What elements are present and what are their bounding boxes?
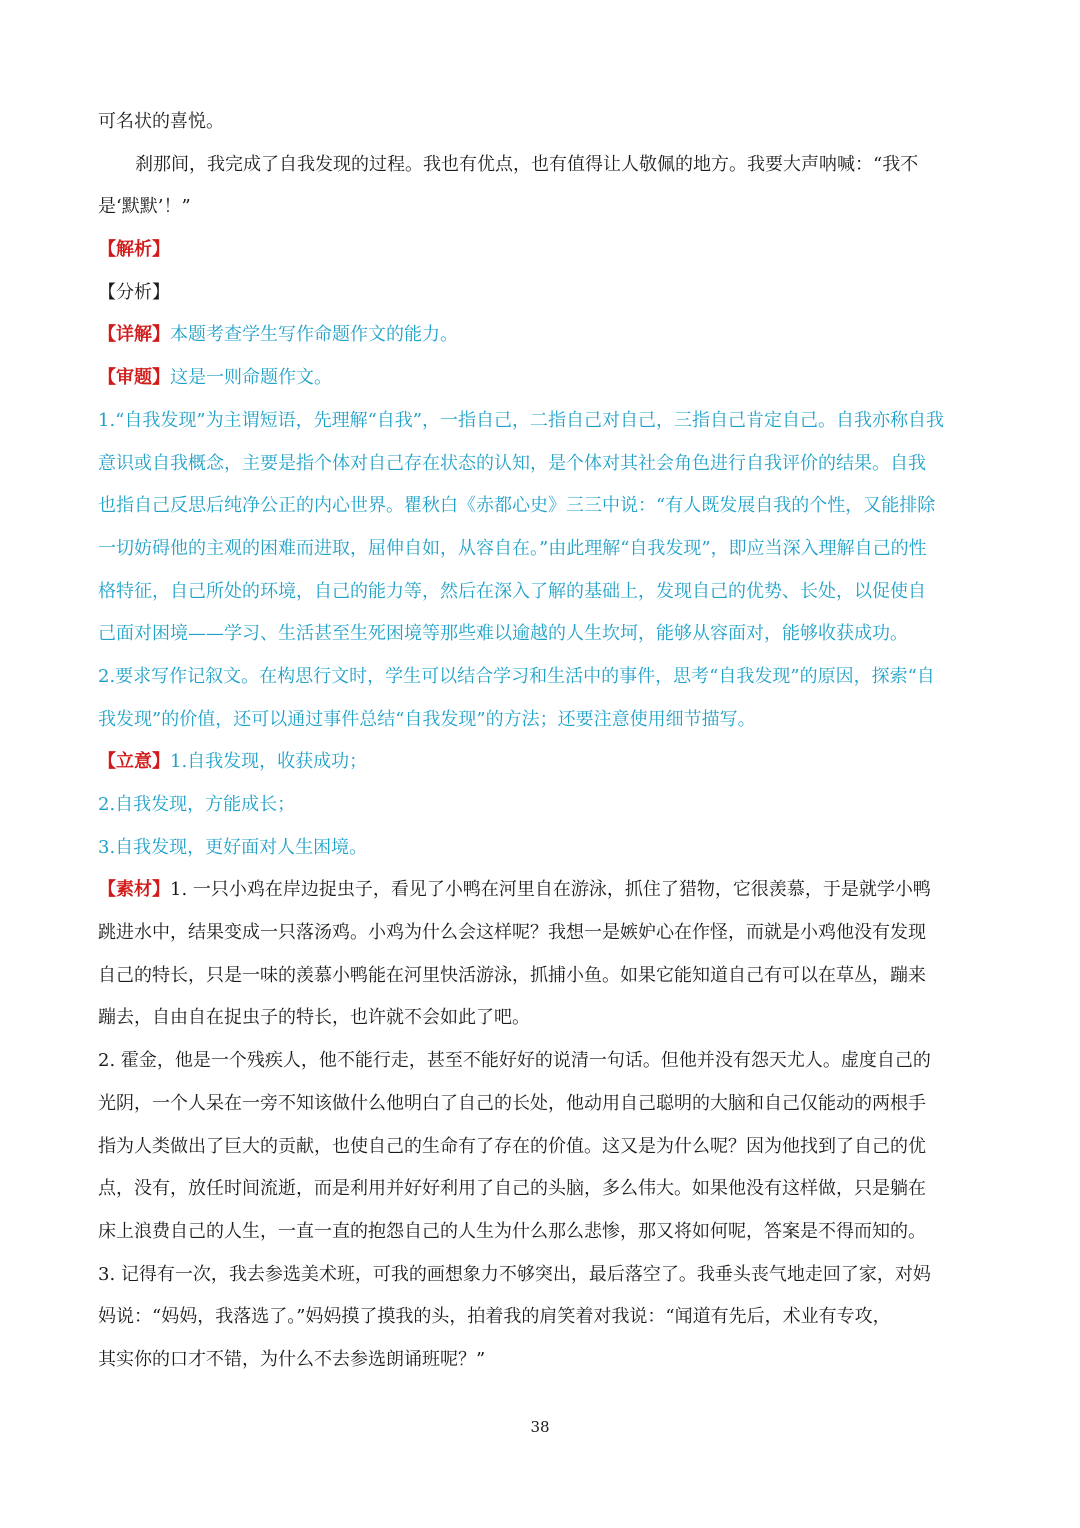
- liyi-item: 1.自我发现，收获成功；: [170, 751, 368, 773]
- shenti-label: 【审题】: [98, 367, 170, 389]
- sucai-2-line: 床上浪费自己的人生，一直一直的抱怨自己的人生为什么那么悲惨，那又将如何呢，答案是不得而知的。: [98, 1220, 926, 1242]
- sucai-line: [98, 869, 983, 912]
- liyi-item: 2.自我发现，方能成长；: [98, 794, 296, 815]
- jiexi-heading: [98, 229, 983, 272]
- sucai-3-line: 妈说：“妈妈，我落选了。”妈妈摸了摸我的头，拍着我的肩笑着对我说：“闻道有先后，术业有专攻，: [98, 1306, 891, 1328]
- liyi-item: 3.自我发现，更好面对人生困境。: [98, 836, 368, 858]
- analysis-paragraph-1-line: 也指自己反思后纯净公正的内心世界。瞿秋白《赤都心史》三三中说：“有人既发展自我的个性，又能排除: [98, 495, 936, 517]
- analysis-paragraph-1-line: 1.“自我发现”为主谓短语，先理解“自我”，一指自己，二指自己对自己，三指自己肯定自己。自我亦称自我: [98, 409, 944, 431]
- xiangjie-label: 【详解】: [98, 324, 170, 346]
- analysis-paragraph-1-line: 意识或自我概念，主要是指个体对自己存在状态的认知，是个体对其社会角色进行自我评价的结果。自我: [98, 452, 926, 474]
- sucai-3-line: 3. 记得有一次，我去参选美术班，可我的画想象力不够突出，最后落空了。我垂头丧气地走回了家，对妈: [98, 1263, 931, 1285]
- analysis-paragraph-1-line: 己面对困境——学习、生活甚至生死困境等那些难以逾越的人生坎坷，能够从容面对，能够收获成功。: [98, 623, 908, 645]
- sucai-2-line: 2. 霍金，他是一个残疾人，他不能行走，甚至不能好好的说清一句话。但他并没有怨天尤人。虚度自己的: [98, 1050, 931, 1072]
- page-number: 38: [530, 1418, 550, 1436]
- fenxi-heading: [98, 272, 983, 315]
- liyi-line: [98, 741, 983, 784]
- sucai-text: 1. 一只小鸡在岸边捉虫子，看见了小鸭在河里自在游泳，抓住了猎物，它很羡慕，于是就学小鸭: [170, 879, 931, 901]
- page-content: [98, 101, 983, 1382]
- xiangjie-text: 本题考查学生写作命题作文的能力。: [170, 324, 458, 346]
- sucai-1-line: 自己的特长，只是一味的羡慕小鸭能在河里快活游泳，抓捕小鱼。如果它能知道自己有可以在草丛，蹦来: [98, 964, 926, 986]
- sucai-3-line: 其实你的口才不错，为什么不去参选朗诵班呢？”: [98, 1348, 486, 1370]
- sucai-1-line: 跳进水中，结果变成一只落汤鸡。小鸡为什么会这样呢？我想一是嫉妒心在作怪，而就是小鸡他没有发现: [98, 922, 926, 944]
- sucai-2-line: 点，没有，放任时间流逝，而是利用并好好利用了自己的头脑，多么伟大。如果他没有这样做，只是躺在: [98, 1178, 926, 1200]
- analysis-paragraph-2-line: 我发现”的价值，还可以通过事件总结“自我发现”的方法；还要注意使用细节描写。: [98, 708, 756, 730]
- shenti-line: [98, 357, 983, 400]
- sucai-2-line: 光阴，一个人呆在一旁不知该做什么他明白了自己的长处，他动用自己聪明的大脑和自己仅能动的两根手: [98, 1092, 926, 1114]
- xiangjie-line: [98, 314, 983, 357]
- jiexi-label: 【解析】: [98, 239, 170, 261]
- shenti-text: 这是一则命题作文。: [170, 367, 332, 389]
- liyi-label: 【立意】: [98, 751, 170, 773]
- sucai-label: 【素材】: [98, 879, 170, 901]
- analysis-paragraph-1-line: 一切妨碍他的主观的困难而进取，屈伸自如，从容自在。”由此理解“自我发现”，即应当深入理解自己的性: [98, 537, 927, 559]
- essay-line: 是‘默默’！”: [98, 196, 191, 218]
- analysis-paragraph-1-line: 格特征，自己所处的环境，自己的能力等，然后在深入了解的基础上，发现自己的优势、长处，以促使自: [98, 580, 926, 602]
- fenxi-label: 【分析】: [98, 281, 170, 303]
- essay-line: 可名状的喜悦。: [98, 111, 224, 132]
- analysis-paragraph-2-line: 2.要求写作记叙文。在构思行文时，学生可以结合学习和生活中的事件，思考“自我发现”的原因，探索“自: [98, 665, 935, 687]
- essay-line: 刹那间，我完成了自我发现的过程。我也有优点，也有值得让人敬佩的地方。我要大声呐喊：“我不: [135, 153, 919, 175]
- sucai-1-line: 蹦去，自由自在捉虫子的特长，也许就不会如此了吧。: [98, 1007, 530, 1029]
- sucai-2-line: 指为人类做出了巨大的贡献，也使自己的生命有了存在的价值。这又是为什么呢？因为他找到了自己的优: [98, 1135, 926, 1157]
